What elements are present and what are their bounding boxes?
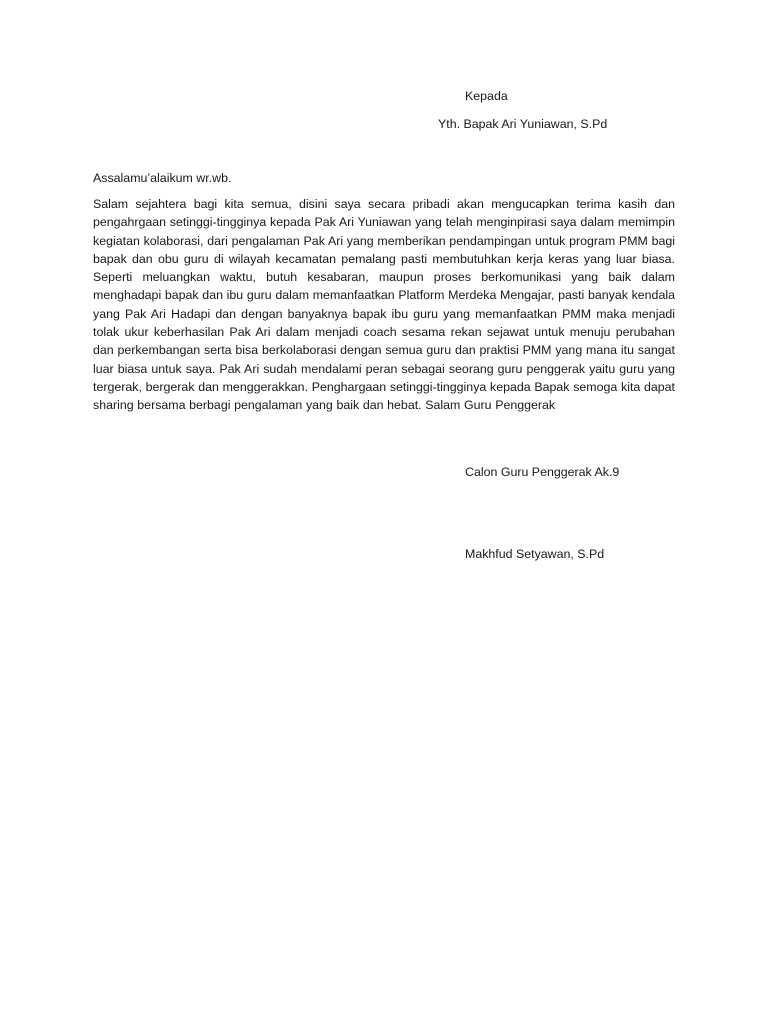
recipient-label: Kepada (465, 89, 508, 103)
recipient-name: Yth. Bapak Ari Yuniawan, S.Pd (438, 117, 608, 131)
signature-title: Calon Guru Penggerak Ak.9 (465, 465, 620, 479)
letter-body: Salam sejahtera bagi kita semua, disini saya secara pribadi akan mengucapkan terima kasih dan pengahrgaan setinggi-tingginya kepada Pak Ari Yuniawan yang telah menginpirasi saya dalam memimpin kegiatan kolaborasi, dari pengalaman Pak Ari yang memberikan pendampingan untuk program PMM bagi bapak dan obu guru di wilayah kecamatan pemalang pasti membutuhkan kerja keras yang luar biasa. Seperti meluangkan waktu, butuh kesabaran, maupun proses berkomunikasi yang baik dalam menghadapi bapak dan ibu guru dalam memanfaatkan Platform Merdeka Mengajar, pasti banyak kendala yang Pak Ari Hadapi dan dengan banyaknya bapak ibu guru yang memanfaatkan PMM maka menjadi tolak ukur keberhasilan Pak Ari dalam menjadi coach sesama rekan sejawat untuk menuju perubahan dan perkembangan serta bisa berkolaborasi dengan semua guru dan praktisi PMM yang mana itu sangat luar biasa untuk saya. Pak Ari sudah mendalami peran sebagai seorang guru penggerak yaitu guru yang tergerak, bergerak dan menggerakkan. Penghargaan setinggi-tingginya kepada Bapak semoga kita dapat sharing bersama berbagi pengalaman yang baik dan hebat. Salam Guru Penggerak (93, 197, 675, 413)
greeting: Assalamu’alaikum wr.wb. (93, 171, 232, 185)
signature-name: Makhfud Setyawan, S.Pd (465, 547, 605, 561)
